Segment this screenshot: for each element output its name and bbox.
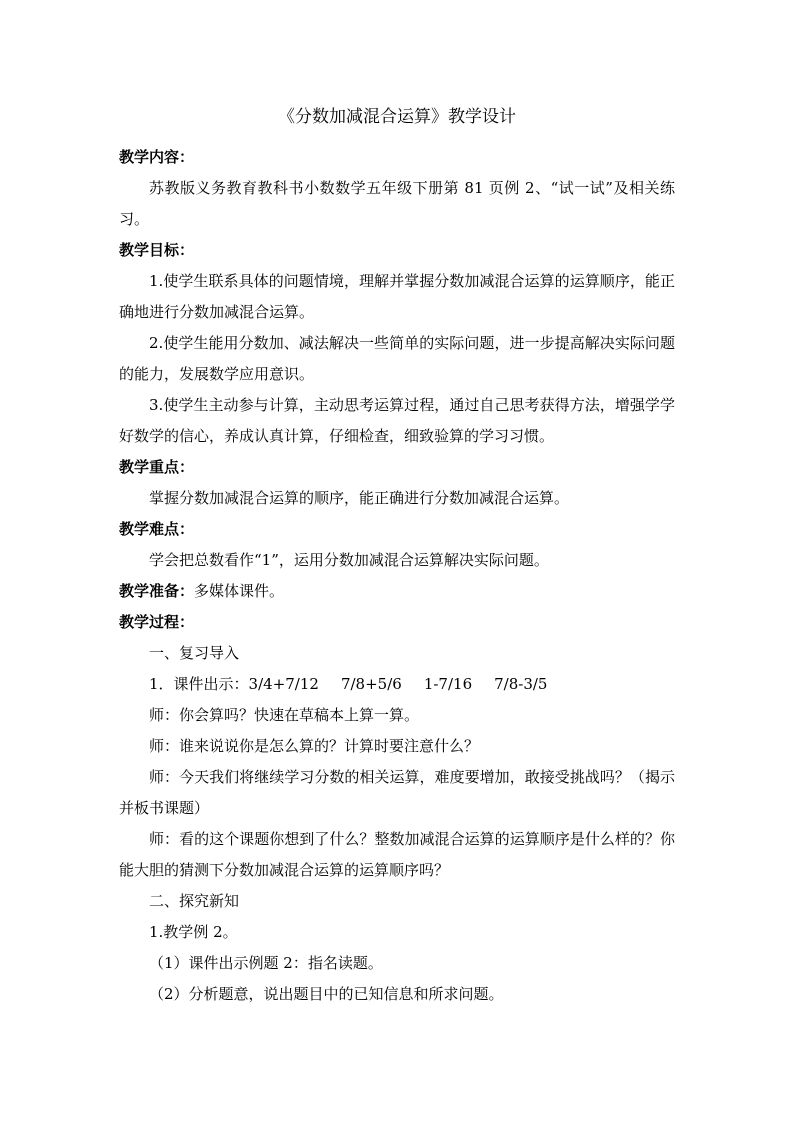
section-review: 一、复习导入 bbox=[149, 644, 240, 662]
sub-step-1: （1）课件出示例题 2：指名读题。 bbox=[149, 954, 383, 972]
teacher-line-3: 师：今天我们将继续学习分数的相关运算，难度要增加，敢接受挑战吗？（揭示并板书课题） bbox=[119, 768, 675, 817]
document-title: 《分数加减混合运算》教学设计 bbox=[278, 107, 516, 127]
step-1-line bbox=[119, 669, 675, 700]
teacher-line-1: 师：你会算吗？快速在草稿本上算一算。 bbox=[149, 706, 420, 724]
sub-step-2: （2）分析题意，说出题目中的已知信息和所求问题。 bbox=[149, 985, 504, 1003]
example-line: 1.教学例 2。 bbox=[149, 923, 238, 941]
section-explore: 二、探究新知 bbox=[149, 892, 240, 910]
key-points-heading: 教学重点： bbox=[119, 458, 195, 476]
step-1-label: 1．课件出示： bbox=[149, 675, 249, 693]
goal-item-3: 3.使学生主动参与计算，主动思考运算过程，通过自己思考获得方法，增强学学好数学的信心，养成认真计算，仔细检查，细致验算的学习习惯。 bbox=[119, 396, 675, 445]
preparation-heading: 教学准备： bbox=[119, 582, 195, 600]
process-heading: 教学过程： bbox=[119, 613, 195, 631]
key-points-paragraph: 掌握分数加减混合运算的顺序，能正确进行分数加减混合运算。 bbox=[149, 489, 570, 507]
teacher-line-2: 师：谁来说说你是怎么算的？计算时要注意什么？ bbox=[149, 737, 480, 755]
expression-2: 7/8+5/6 bbox=[340, 675, 402, 693]
expression-1: 3/4+7/12 bbox=[248, 675, 319, 693]
content-heading: 教学内容： bbox=[119, 148, 195, 166]
content-paragraph: 苏教版义务教育教科书小数数学五年级下册第 81 页例 2、“试一试”及相关练习。 bbox=[119, 179, 675, 228]
difficulty-paragraph: 学会把总数看作“1”，运用分数加减混合运算解决实际问题。 bbox=[149, 551, 549, 569]
preparation-line bbox=[119, 576, 675, 607]
difficulty-heading: 教学难点： bbox=[119, 520, 195, 538]
goal-item-1: 1.使学生联系具体的问题情境，理解并掌握分数加减混合运算的运算顺序，能正确地进行分数加减混合运算。 bbox=[119, 272, 675, 321]
goals-heading: 教学目标： bbox=[119, 241, 195, 259]
document-body bbox=[119, 142, 675, 1010]
expression-3: 1-7/16 bbox=[423, 675, 473, 693]
goal-item-2: 2.使学生能用分数加、减法解决一些简单的实际问题，进一步提高解决实际问题的能力，发展数学应用意识。 bbox=[119, 334, 675, 383]
preparation-text: 多媒体课件。 bbox=[194, 582, 285, 600]
teacher-line-4: 师：看的这个课题你想到了什么？整数加减混合运算的运算顺序是什么样的？你能大胆的猜测下分数加减混合运算的运算顺序吗？ bbox=[119, 830, 675, 879]
expression-4: 7/8-3/5 bbox=[494, 675, 548, 693]
